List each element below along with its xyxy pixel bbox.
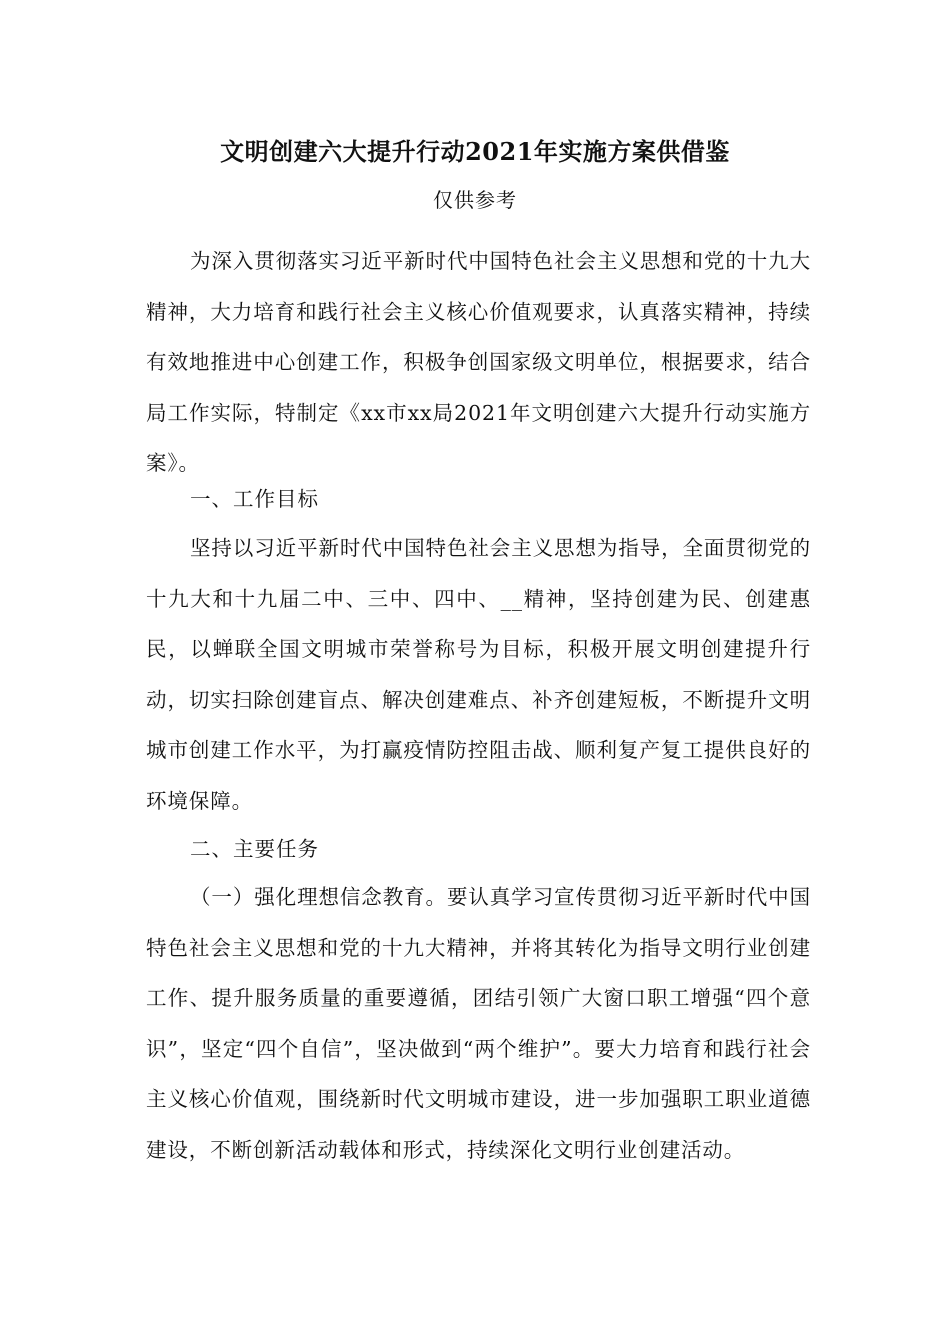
- goals-paragraph: 坚持以习近平新时代中国特色社会主义思想为指导，全面贯彻党的十九大和十九届二中、三中、四中、__精神，坚持创建为民、创建惠民，以蝉联全国文明城市荣誉称号为目标，积极开展文明创建提升行动，切实扫除创建盲点、解决创建难点、补齐创建短板，不断提升文明城市创建工作水平，为打赢疫情防控阻击战、顺利复产复工提供良好的环境保障。: [146, 536, 811, 813]
- task-item-paragraph: （一）强化理想信念教育。要认真学习宣传贯彻习近平新时代中国特色社会主义思想和党的十九大精神，并将其转化为指导文明行业创建工作、提升服务质量的重要遵循，团结引领广大窗口职工增强“四个意识”，坚定“四个自信”，坚决做到“两个维护”。要大力培育和践行社会主义核心价值观，围绕新时代文明城市建设，进一步加强职工职业道德建设，不断创新活动载体和形式，持续深化文明行业创建活动。: [146, 885, 811, 1162]
- section-heading-tasks: 二、主要任务: [190, 837, 319, 861]
- intro-paragraph: 为深入贯彻落实习近平新时代中国特色社会主义思想和党的十九大精神，大力培育和践行社会主义核心价值观要求，认真落实精神，持续有效地推进中心创建工作，积极争创国家级文明单位，根据要求，结合局工作实际，特制定《xx市xx局2021年文明创建六大提升行动实施方案》。: [146, 249, 811, 475]
- section-heading-goals: 一、工作目标: [190, 487, 319, 511]
- document-subtitle: 仅供参考: [433, 188, 517, 212]
- document-title: 文明创建六大提升行动2021年实施方案供借鉴: [220, 137, 730, 166]
